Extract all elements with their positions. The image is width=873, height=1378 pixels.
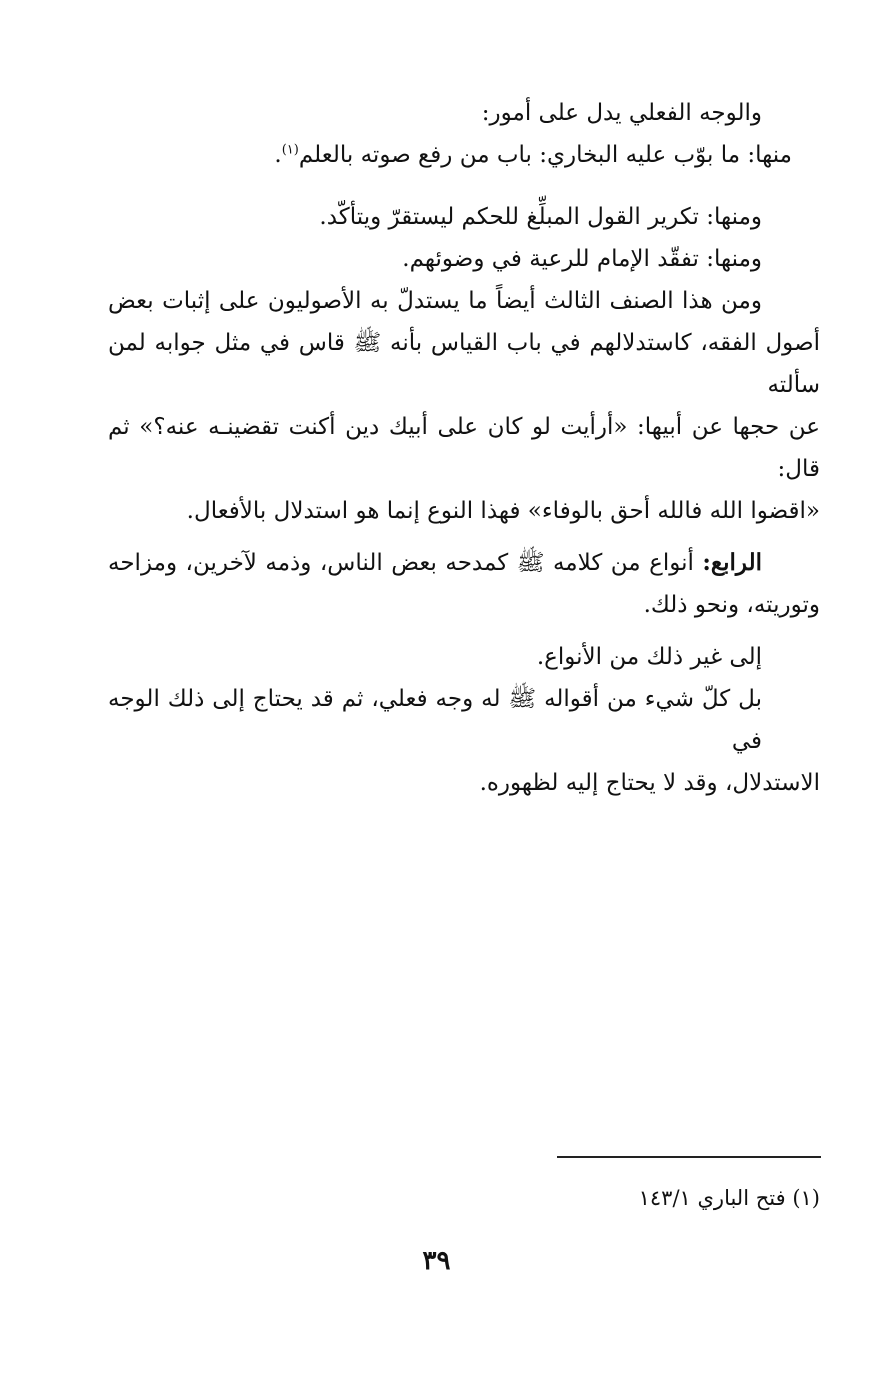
text-line: أصول الفقه، كاستدلالهم في باب القياس بأنه ﷺ قاس في مثل جوابه لمن سألته <box>108 330 820 398</box>
text-line: ومنها: تكرير القول المبلِّغ للحكم ليستقرّ ويتأكّد. <box>319 204 762 230</box>
page-number: ٣٩ <box>422 1246 451 1276</box>
text-line: بل كلّ شيء من أقواله ﷺ له وجه فعلي، ثم قد يحتاج إلى ذلك الوجه في <box>108 686 762 754</box>
text-segment: أنواع من كلامه ﷺ كمدحه بعض الناس، وذمه لآخرين، ومزاحه <box>108 550 703 576</box>
text-line <box>108 542 820 584</box>
text-segment: منها: ما بوّب عليه البخاري: باب من رفع صوته بالعلم <box>298 142 792 168</box>
footnote-divider <box>557 1156 821 1158</box>
footnote: (١) فتح الباري ١٤٣/١ <box>638 1186 820 1210</box>
paragraph-gap <box>108 626 820 636</box>
paragraph-gap <box>108 532 820 542</box>
text-line: وتوريته، ونحو ذلك. <box>643 592 820 618</box>
main-text <box>108 92 820 804</box>
text-line: الاستدلال، وقد لا يحتاج إليه لظهوره. <box>479 770 820 796</box>
text-line: «اقضوا الله فالله أحق بالوفاء» فهذا النوع إنما هو استدلال بالأفعال. <box>186 498 820 524</box>
text-line: ومن هذا الصنف الثالث أيضاً ما يستدلّ به الأصوليون على إثبات بعض <box>108 288 762 314</box>
footnote-reference: (١) <box>281 142 299 158</box>
text-line: إلى غير ذلك من الأنواع. <box>536 644 762 670</box>
paragraph-gap <box>108 176 820 196</box>
section-lead: الرابع: <box>702 549 762 576</box>
text-line: والوجه الفعلي يدل على أمور: <box>481 100 762 126</box>
text-line: عن حجها عن أبيها: «أرأيت لو كان على أبيك دين أكنت تقضينـه عنه؟» ثم قال: <box>108 414 820 482</box>
text-line: ومنها: تفقّد الإمام للرعية في وضوئهم. <box>402 246 762 272</box>
text-segment: . <box>274 142 282 168</box>
text-line <box>108 134 820 176</box>
